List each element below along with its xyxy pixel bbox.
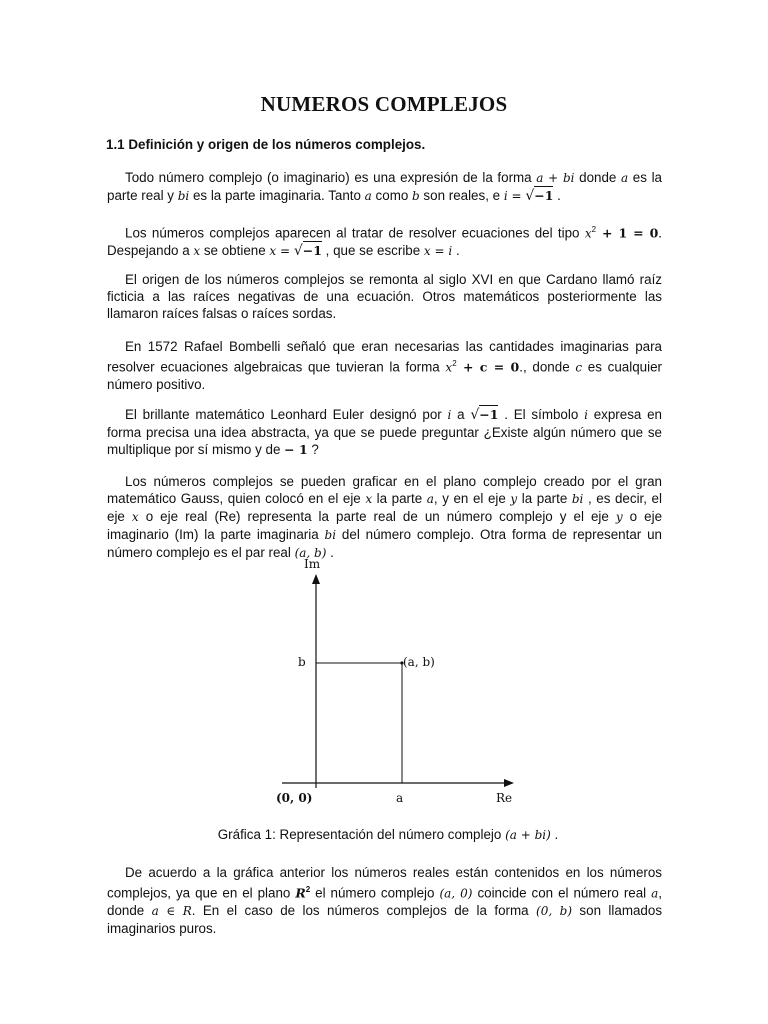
text-run: ., donde [519,359,576,375]
paragraph-equations [107,221,662,260]
math-expression: (a, 0) [439,886,473,901]
text-run: Gráfica 1: Representación del número complejo [217,827,506,842]
text-run: El brillante matemático Leonhard Euler designó por [125,407,448,422]
math-expression: (0, b) [536,904,573,919]
text-run: la parte [372,491,427,506]
text-run: . En el caso de los números complejos de la forma [191,903,537,919]
math-expression: y [510,492,518,506]
x-axis-arrow [504,779,514,787]
b-label: b [298,655,306,669]
text-run: . Despejando a [107,225,662,259]
text-run: . [553,188,561,203]
text-run: se obtiene [200,243,270,259]
text-run: , que se escribe [321,243,424,259]
text-run: o eje imaginario (Im) la parte imaginaria [107,509,663,542]
text-run: Los números complejos se pueden graficar en el plano complejo creado por el gran matemático Gauss, quien colocó en el eje [107,474,662,506]
math-expression: a [426,492,434,506]
text-run: . El símbolo [498,407,585,422]
paragraph-origin: El origen de los números complejos se remonta al siglo XVI en que Cardano llamó raíz ficticia a las raíces negativas de una ecuación. Otros matemáticos posteriormente las llamaron raíces falsas o raíces sordas. [107,272,662,321]
text-run: son llamados imaginarios puros. [107,903,663,937]
text-run: Los números complejos aparecen al tratar de resolver ecuaciones del tipo [125,225,585,241]
radical-sign: √ [293,243,303,260]
math-expression: + c = 0 [456,359,520,375]
text-run: son reales, e [419,188,504,203]
x-axis-label: Re [496,791,513,805]
exponent: 2 [452,359,457,368]
text-run: ? [307,442,319,457]
math-expression: a + bi [536,171,575,185]
y-axis-arrow [312,574,320,584]
text-run: es la parte imaginaria. Tanto [189,188,365,203]
text-run: , y en el eje [433,491,511,506]
paragraph-gauss [107,473,662,562]
math-expression: − 1 [284,442,308,457]
a-label: a [396,791,404,805]
text-run: De acuerdo a la gráfica anterior los números reales están contenidos en los números complejos, ya que en el plano [107,865,662,901]
radical-sign: √ [470,407,480,423]
math-expression: i [447,408,452,422]
paragraph-definition [107,169,662,205]
math-expression: bi [324,528,337,542]
math-expression: c [575,360,583,375]
text-run: del número complejo. Otra forma de representar un número complejo es el par real [107,527,662,560]
math-expression: a [364,189,372,203]
math-expression: bi [571,492,584,506]
figure-caption [0,827,768,842]
text-run: es cualquier número positivo. [107,359,662,393]
math-expression: x [365,492,373,506]
origin-label: (0, 0) [276,791,313,805]
math-expression: bi [177,189,190,203]
text-run: donde [574,170,621,185]
math-expression: y [615,510,623,524]
math-expression: x = [269,244,294,259]
math-expression: x [445,360,453,375]
page-title: NUMEROS COMPLEJOS [260,92,508,116]
math-expression: + 1 = 0 [596,225,659,241]
text-run: coincide con el número real [472,885,652,901]
math-expression: a ∈ R [151,904,192,919]
radicand: −1 [479,407,499,422]
math-expression: x [584,226,592,241]
paragraph-conclusion [107,864,662,937]
math-expression: a [651,886,659,901]
math-expression: x = i [423,244,453,259]
math-expression: (a, b) [294,546,327,560]
math-expression: i = [503,189,526,203]
point-label: (a, b) [403,655,435,669]
complex-plane-figure [260,552,530,814]
math-expression: R [295,885,306,901]
text-run: como [371,188,413,203]
text-run: . [550,827,559,842]
text-run: expresa en forma precisa una idea abstracta, ya que se puede preguntar ¿Existe algún número que se multiplique por sí mismo y de [107,407,662,457]
text-run: es la parte real y [107,170,662,203]
text-run: . [326,545,334,560]
math-expression: x [193,244,201,259]
text-run: . [452,243,460,259]
text-run: o eje real (Re) representa la parte real de un número complejo y el eje [138,509,616,524]
text-run: la parte [517,491,572,506]
math-expression: i [584,408,588,422]
math-expression: a [621,171,629,185]
math-expression: b [412,189,420,203]
text-run: Todo número complejo (o imaginario) es una expresión de la forma [125,170,537,185]
text-run: , es decir, el eje [107,491,662,524]
exponent: 2 [591,225,597,234]
paragraph-bombelli [107,338,662,393]
radicand: −1 [302,243,322,259]
radicand: −1 [534,188,554,203]
math-expression: (a + bi) [505,828,551,842]
radical-sign: √ [525,188,535,204]
section-heading: 1.1 Definición y origen de los números complejos. [106,137,426,152]
y-axis-label: Im [304,557,321,571]
paragraph-euler [107,406,662,458]
math-expression: x [131,510,139,524]
text-run: el número complejo [310,885,440,901]
text-run: a [451,407,471,422]
text-run: En 1572 Rafael Bombelli señaló que eran necesarias las cantidades imaginarias para resolver ecuaciones algebraicas que tuvieran la forma [107,339,662,375]
exponent: 2 [305,885,311,894]
text-run: , donde [107,885,663,919]
